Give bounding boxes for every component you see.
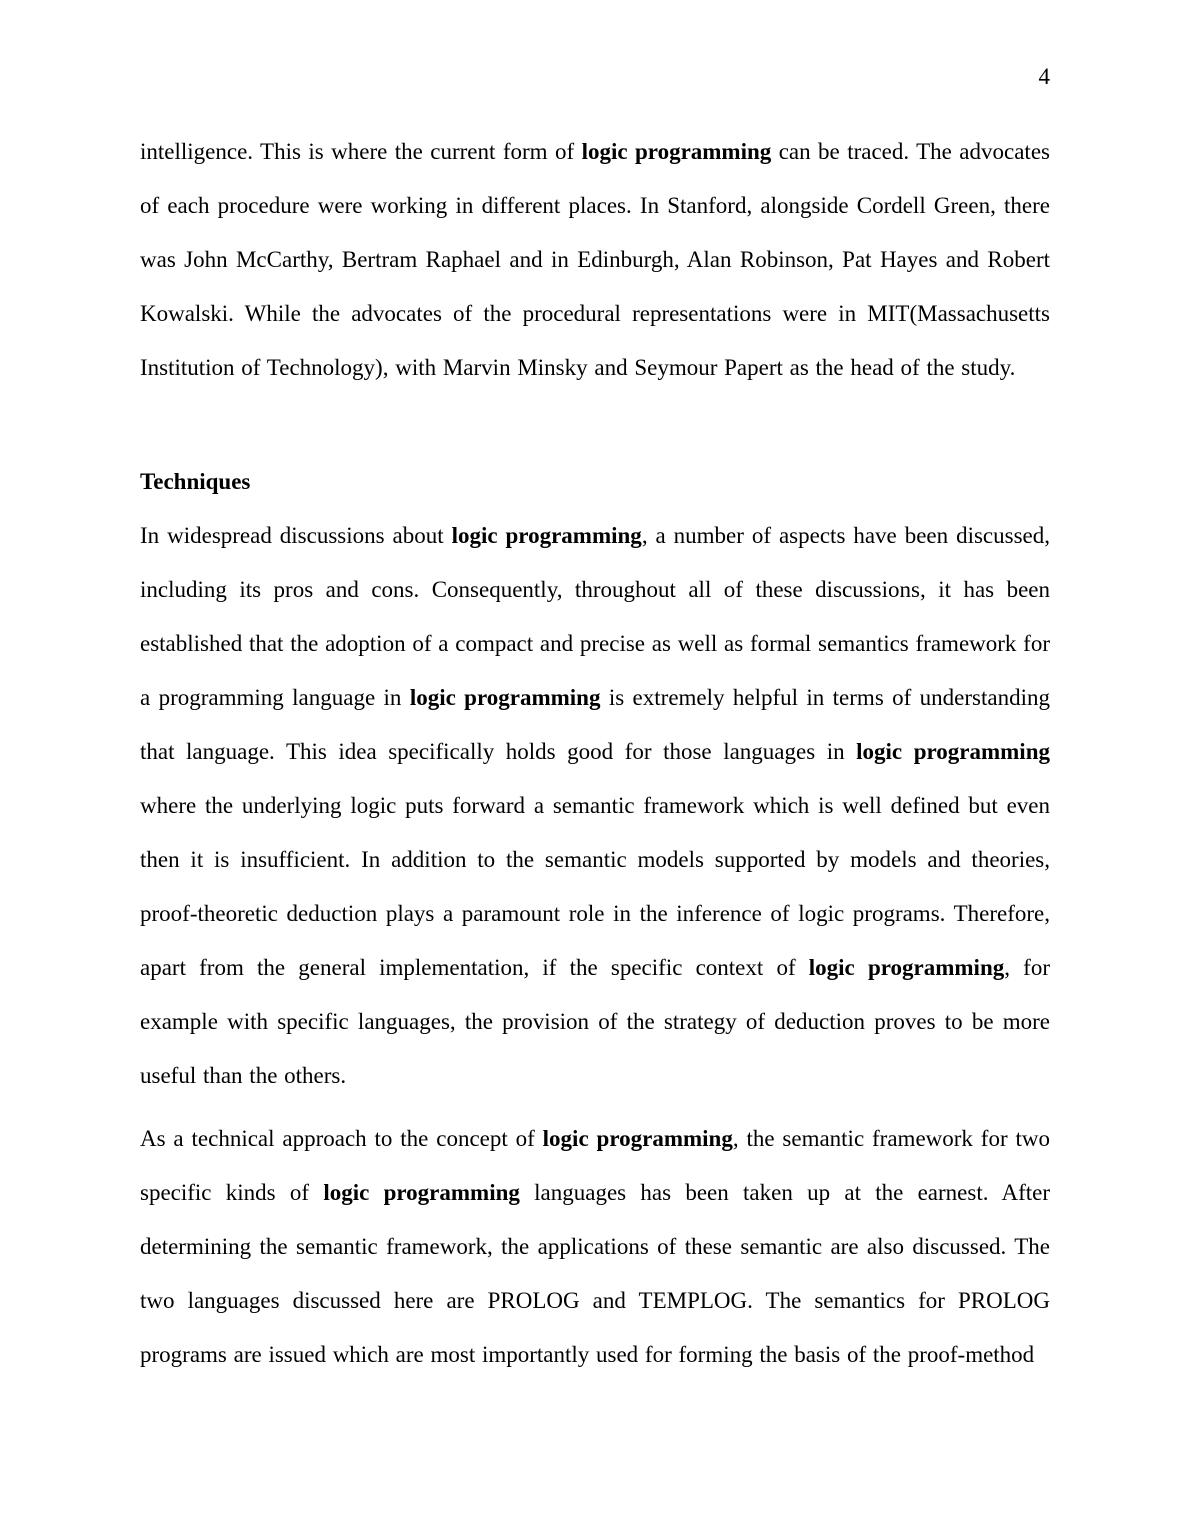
blank-line-spacer [140, 395, 1050, 455]
paragraph-techniques-discussion: In widespread discussions about logic programming, a number of aspects have been discussed, including its pros and cons. Consequently, throughout all of these discussions, it has been established that the adoption of a compact and precise as well as formal semantics framework for a programming language in logic programming is extremely helpful in terms of understanding that language. This idea specifically holds good for those languages in logic programming where the underlying logic puts forward a semantic framework which is well defined but even then it is insufficient. In addition to the semantic models supported by models and theories, proof-theoretic deduction plays a paramount role in the inference of logic programs. Therefore, apart from the general implementation, if the specific context of logic programming, for example with specific languages, the provision of the strategy of deduction proves to be more useful than the others. [140, 523, 1050, 1088]
paragraph-intro-continuation: intelligence. This is where the current form of logic programming can be traced. The advocates of each procedure were working in different places. In Stanford, alongside Cordell Green, there was John McCarthy, Bertram Raphael and in Edinburgh, Alan Robinson, Pat Hayes and Robert Kowalski. While the advocates of the procedural representations were in MIT(Massachusetts Institution of Technology), with Marvin Minsky and Seymour Papert as the head of the study. [140, 139, 1050, 380]
section-heading-techniques: Techniques [140, 469, 251, 494]
document-content [140, 125, 1050, 1382]
page-number: 4 [1038, 64, 1050, 89]
paragraph-technical-approach: As a technical approach to the concept of logic programming, the semantic framework for two specific kinds of logic programming languages has been taken up at the earnest. After determining the semantic framework, the applications of these semantic are also discussed. The two languages discussed here are PROLOG and TEMPLOG. The semantics for PROLOG programs are issued which are most importantly used for forming the basis of the proof-method [140, 1126, 1050, 1367]
